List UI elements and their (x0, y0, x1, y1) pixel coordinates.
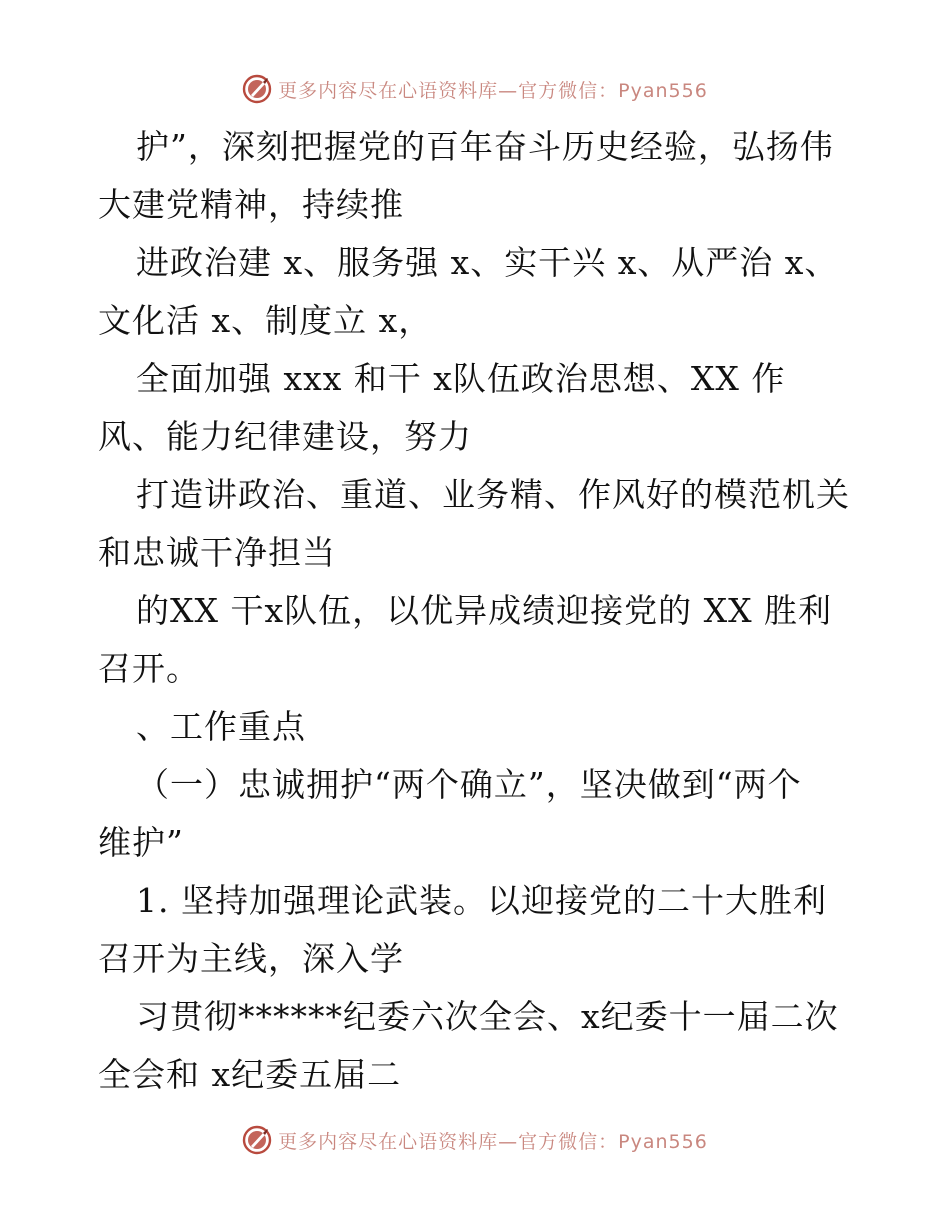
subsection-heading: （一）忠诚拥护“两个确立”，坚决做到“两个 (136, 765, 802, 804)
document-body (98, 118, 858, 1104)
text-line: 召开。 (98, 649, 200, 688)
brush-logo-icon (242, 1125, 272, 1155)
text-line: 1. 坚持加强理论武装。以迎接党的二十大胜利 (136, 881, 827, 920)
text-line: 全会和 x纪委五届二 (98, 1055, 402, 1094)
text-line: 大建党精神，持续推 (98, 185, 404, 224)
header-watermark (0, 72, 950, 106)
watermark-text: 更多内容尽在心语资料库—官方微信：Pyan556 (278, 79, 708, 102)
text-line: 进政治建 x、服务强 x、实干兴 x、从严治 x、 (136, 243, 839, 282)
text-line: 的XX 干x队伍，以优异成绩迎接党的 XX 胜利 (136, 591, 833, 630)
watermark-text: 更多内容尽在心语资料库—官方微信：Pyan556 (278, 1130, 708, 1153)
text-line: 和忠诚干净担当 (98, 533, 336, 572)
text-line: 护”，深刻把握党的百年奋斗历史经验，弘扬伟 (136, 127, 834, 166)
brush-logo-icon (242, 74, 272, 104)
text-line: 打造讲政治、重道、业务精、作风好的模范机关 (136, 475, 850, 514)
text-line: 风、能力纪律建设，努力 (98, 417, 472, 456)
text-line: 召开为主线，深入学 (98, 939, 404, 978)
footer-watermark (0, 1123, 950, 1157)
section-heading: 、工作重点 (136, 707, 306, 746)
text-line: 习贯彻******纪委六次全会、x纪委十一届二次 (136, 997, 839, 1036)
text-line: 全面加强 xxx 和干 x队伍政治思想、XX 作 (136, 359, 786, 398)
text-line: 维护” (98, 823, 184, 862)
text-line: 文化活 x、制度立 x， (98, 301, 433, 340)
